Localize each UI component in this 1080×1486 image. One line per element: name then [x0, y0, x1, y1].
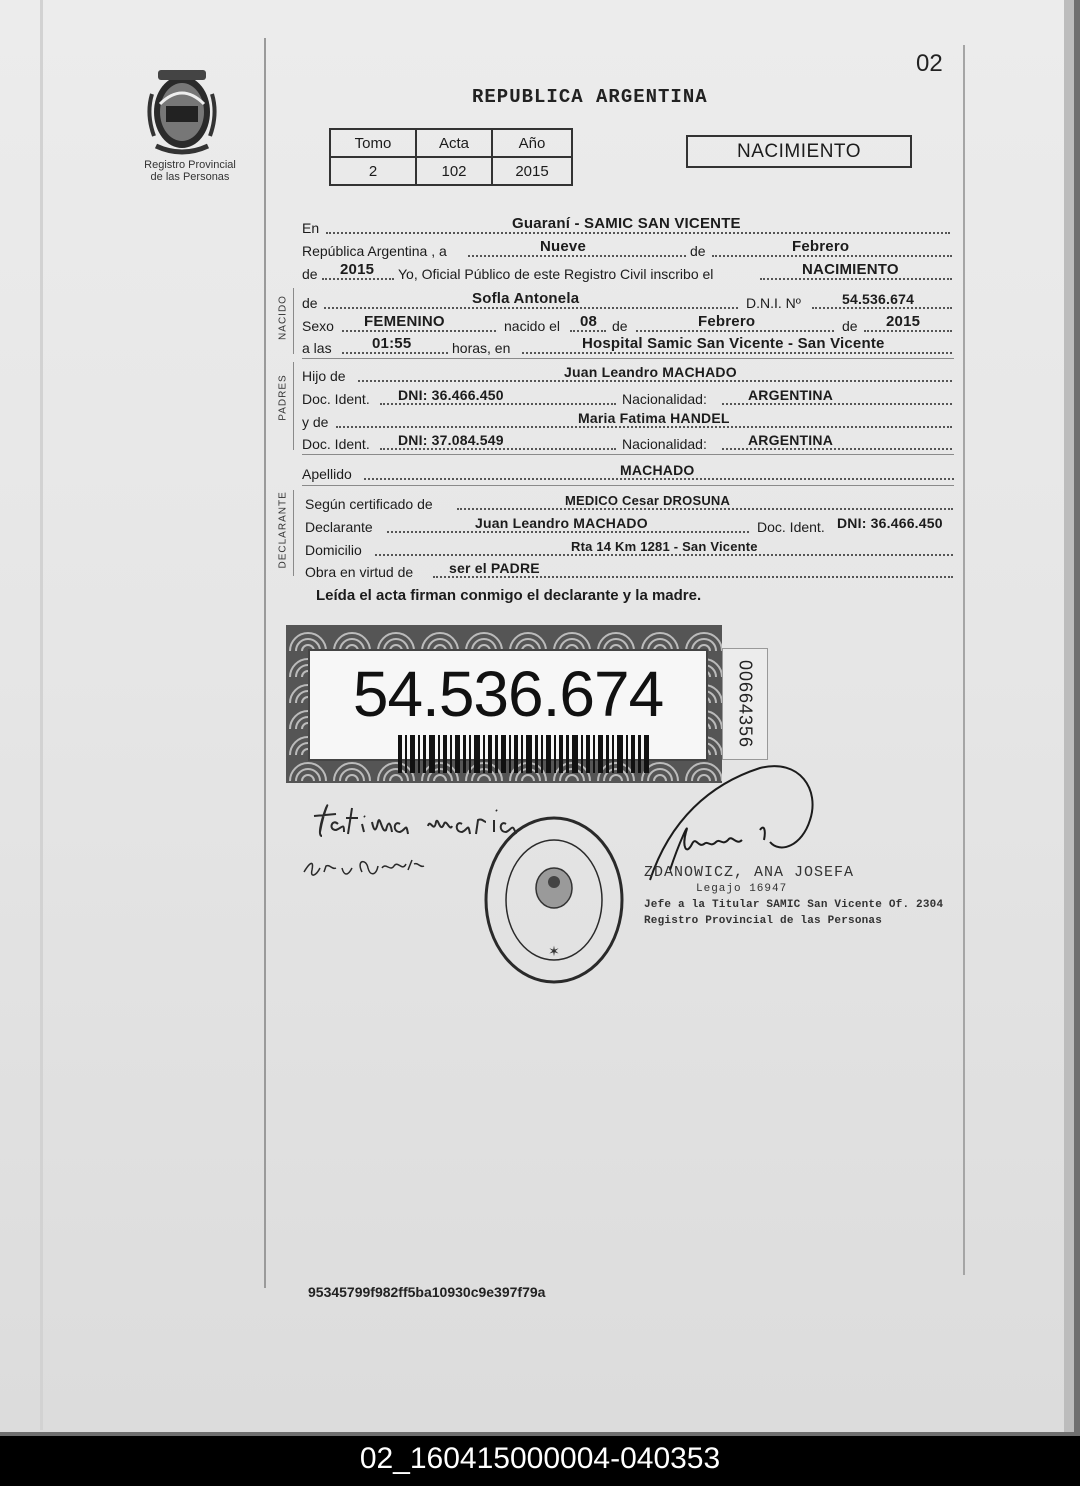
- officer-block: [644, 865, 943, 929]
- left-margin-rule: [264, 38, 266, 1288]
- value-mother-doc: DNI: 37.084.549: [398, 432, 504, 448]
- label-horas: horas, en: [452, 340, 511, 356]
- right-margin-rule: [963, 45, 965, 1275]
- label-nacionalidad: Nacionalidad:: [622, 391, 707, 407]
- row-declarante: [305, 513, 955, 535]
- value-domicilio: Rta 14 Km 1281 - San Vicente: [571, 539, 758, 554]
- officer-title: Jefe a la Titular SAMIC San Vicente Of. 2304: [644, 899, 944, 911]
- svg-text:✶: ✶: [548, 943, 560, 959]
- label-hijo-de: Hijo de: [302, 368, 346, 384]
- label-year-de: de: [302, 266, 318, 282]
- separator: [302, 454, 954, 456]
- serial-sticker: [722, 648, 768, 760]
- label-dni: D.N.I. Nº: [746, 295, 801, 311]
- header-tomo: Tomo: [330, 129, 416, 157]
- value-birth-month: Febrero: [698, 313, 756, 330]
- value-father: Juan Leandro MACHADO: [564, 364, 737, 380]
- officer-signature-icon: [650, 766, 813, 880]
- value-name: Sofla Antonela: [472, 290, 580, 307]
- padres-bracket: [293, 362, 295, 450]
- value-year: 2015: [340, 261, 375, 278]
- label-sexo: Sexo: [302, 318, 334, 334]
- separator: [302, 485, 954, 487]
- label-apellido: Apellido: [302, 466, 352, 482]
- officer-name: ZDANOWICZ, ANA JOSEFA: [644, 864, 855, 881]
- value-sexo: FEMENINO: [364, 313, 445, 330]
- nacido-bracket: [293, 288, 295, 354]
- witness-signature-icon: [304, 860, 424, 875]
- value-birth-year: 2015: [886, 313, 921, 330]
- value-day: Nueve: [540, 238, 587, 255]
- row-mother-doc: [302, 430, 952, 452]
- section-nacido: NACIDO: [277, 295, 289, 340]
- value-father-doc: DNI: 36.466.450: [398, 387, 504, 403]
- label-inscribo: Yo, Oficial Público de este Registro Civil inscribo el: [398, 266, 714, 282]
- label-nacido-el: nacido el: [504, 318, 561, 334]
- row-domicilio: [305, 536, 955, 558]
- header-anio: Año: [492, 129, 572, 157]
- row-father-doc: [302, 385, 952, 407]
- sticker-dni-number: 54.536.674: [352, 658, 664, 730]
- document-hash: 95345799f982ff5ba10930c9e397f79a: [308, 1284, 546, 1300]
- footer-filename: 02_160415000004-040353: [359, 1442, 721, 1475]
- row-obra: [305, 558, 955, 580]
- row-certificado: [305, 490, 955, 512]
- row-mother: [302, 408, 952, 430]
- value-month: Febrero: [792, 238, 850, 255]
- value-mother-nat: ARGENTINA: [748, 432, 834, 448]
- officer-legajo: Legajo 16947: [696, 883, 788, 895]
- hospital-stamp-icon: [486, 818, 622, 982]
- declarante-bracket: [293, 490, 295, 576]
- value-dni: 54.536.674: [842, 291, 915, 307]
- row-inscribo: [302, 260, 952, 282]
- value-birth-time: 01:55: [372, 335, 412, 352]
- value-declarante: Juan Leandro MACHADO: [475, 515, 648, 531]
- value-declarante-doc: DNI: 36.466.450: [837, 515, 943, 531]
- label-doc-ident: Doc. Ident.: [302, 391, 370, 407]
- registry-table: [329, 128, 573, 186]
- label-declarante: Declarante: [305, 519, 373, 535]
- document-title: REPUBLICA ARGENTINA: [472, 86, 708, 108]
- value-acta: 102: [416, 157, 492, 185]
- label-en: En: [302, 220, 320, 236]
- row-name: [302, 289, 952, 311]
- row-father: [302, 362, 952, 384]
- separator: [302, 358, 954, 360]
- label-name-de: de: [302, 295, 318, 311]
- value-mother: Maria Fatima HANDEL: [578, 410, 730, 426]
- row-place: [302, 214, 952, 236]
- label-de: de: [690, 243, 706, 259]
- scan-edge: [40, 0, 43, 1430]
- value-birth-day: 08: [580, 313, 598, 330]
- label-certificado: Según certificado de: [305, 496, 433, 512]
- header-acta: Acta: [416, 129, 492, 157]
- value-apellido: MACHADO: [620, 462, 695, 478]
- emblem-caption-line2: de las Personas: [150, 171, 230, 183]
- value-certificado: MEDICO Cesar DROSUNA: [565, 493, 731, 508]
- label-nacionalidad-2: Nacionalidad:: [622, 436, 707, 452]
- label-domicilio: Domicilio: [305, 542, 362, 558]
- section-declarante: DECLARANTE: [277, 491, 289, 569]
- serial-number: 00664356: [735, 659, 756, 749]
- label-birth-de: de: [612, 318, 628, 334]
- label-republica: República Argentina , a: [302, 243, 447, 259]
- row-sexo: [302, 312, 952, 334]
- mother-signature-icon: [314, 805, 516, 836]
- label-decl-doc: Doc. Ident.: [757, 519, 825, 535]
- emblem-caption: [130, 159, 250, 183]
- value-anio: 2015: [492, 157, 572, 185]
- section-padres: PADRES: [277, 374, 289, 421]
- label-y-de: y de: [302, 414, 329, 430]
- officer-office: Registro Provincial de las Personas: [644, 915, 883, 927]
- value-tomo: 2: [330, 157, 416, 185]
- row-hora: [302, 334, 952, 356]
- value-father-nat: ARGENTINA: [748, 387, 834, 403]
- label-birth-de2: de: [842, 318, 858, 334]
- row-date: [302, 237, 952, 259]
- value-inscribo: NACIMIENTO: [802, 261, 899, 278]
- row-apellido: [302, 460, 952, 482]
- value-place: Guaraní - SAMIC SAN VICENTE: [512, 215, 741, 232]
- label-doc-ident-2: Doc. Ident.: [302, 436, 370, 452]
- sticker-label: [308, 649, 708, 761]
- act-type-box: NACIMIENTO: [686, 135, 912, 168]
- label-a-las: a las: [302, 340, 332, 356]
- closing-statement: Leída el acta firman conmigo el declarante y la madre.: [316, 587, 702, 604]
- emblem-caption-line1: Registro Provincial: [144, 159, 236, 171]
- value-birth-place: Hospital Samic San Vicente - San Vicente: [582, 335, 885, 352]
- page-number: 02: [916, 50, 943, 77]
- value-obra: ser el PADRE: [449, 560, 540, 576]
- label-obra: Obra en virtud de: [305, 564, 414, 580]
